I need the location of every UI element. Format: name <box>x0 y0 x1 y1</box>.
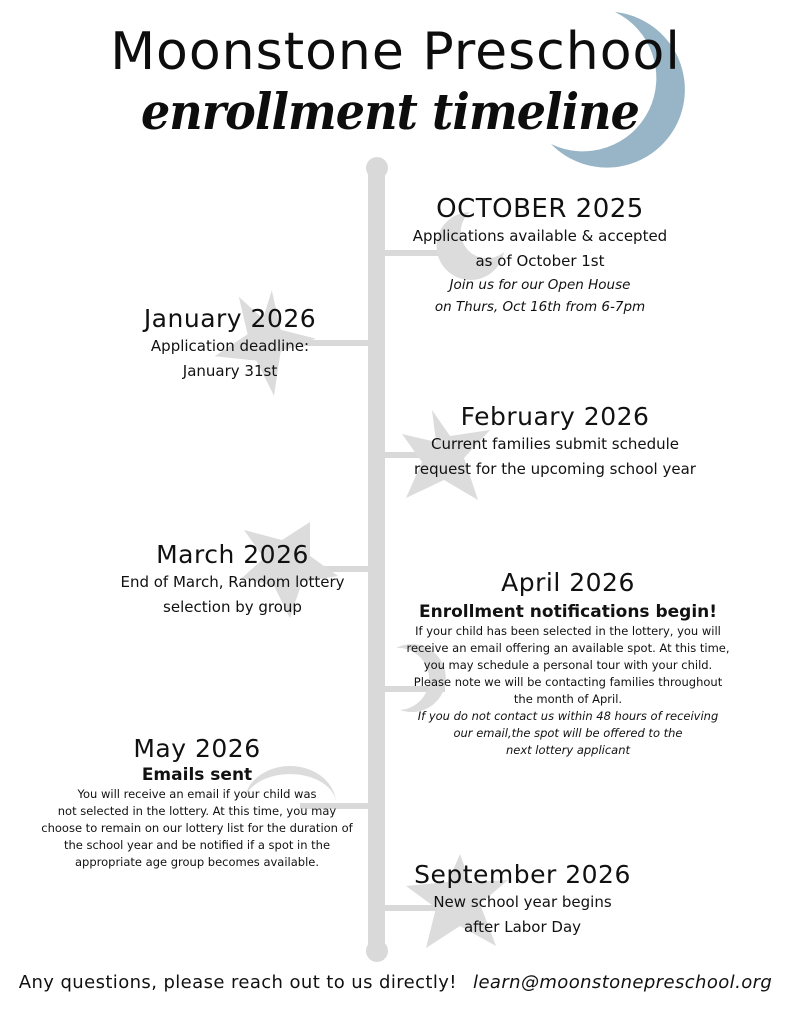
contact-email-link[interactable]: learn@moonstonepreschool.org <box>473 972 773 993</box>
event-march <box>100 540 365 620</box>
event-text: End of March, Random lottery <box>120 573 345 591</box>
event-title: April 2026 <box>501 568 635 597</box>
event-body-line: appropriate age group becomes available. <box>74 855 320 869</box>
event-september <box>395 860 650 940</box>
event-text: Applications available & accepted <box>412 227 668 245</box>
page-title: Moonstone Preschool <box>110 22 681 82</box>
event-april <box>388 568 748 759</box>
event-text: Application deadline: <box>150 337 310 355</box>
event-text: request for the upcoming school year <box>414 460 696 478</box>
event-body-line: not selected in the lottery. At this time, you may <box>57 804 337 818</box>
event-subtitle: Emails sent <box>141 765 253 785</box>
timeline-bottom-dot <box>366 940 388 962</box>
event-body-line: the month of April. <box>513 692 623 706</box>
event-title: January 2026 <box>143 304 317 333</box>
event-january <box>110 304 350 384</box>
event-title: March 2026 <box>156 540 309 569</box>
event-note: on Thurs, Oct 16th from 6-7pm <box>434 299 646 315</box>
event-body-line: You will receive an email if your child was <box>77 787 317 801</box>
event-italic-line: If you do not contact us within 48 hours of receiving <box>417 709 719 723</box>
event-text: as of October 1st <box>475 252 605 270</box>
event-title: September 2026 <box>414 860 631 889</box>
event-italic-line: our email,the spot will be offered to the <box>453 726 683 740</box>
event-february <box>400 402 710 482</box>
event-note: Join us for our Open House <box>449 277 631 293</box>
event-body-line: If your child has been selected in the lottery, you will <box>415 624 721 638</box>
event-subtitle: Enrollment notifications begin! <box>418 602 718 622</box>
event-body-line: Please note we will be contacting families throughout <box>413 675 723 689</box>
event-text: New school year begins <box>433 893 612 911</box>
event-body-line: choose to remain on our lottery list for the duration of <box>41 821 353 835</box>
footer-text: Any questions, please reach out to us directly! <box>18 972 457 993</box>
event-may <box>22 734 372 871</box>
event-title: OCTOBER 2025 <box>436 194 644 224</box>
event-title: February 2026 <box>460 402 650 431</box>
event-october <box>395 194 685 318</box>
event-text: selection by group <box>163 598 302 616</box>
timeline-top-dot <box>366 157 388 179</box>
event-title: May 2026 <box>133 734 261 763</box>
page-subtitle: enrollment timeline <box>140 82 640 141</box>
footer <box>0 972 791 993</box>
event-body-line: receive an email offering an available spot. At this time, <box>406 641 730 655</box>
event-body-line: the school year and be notified if a spot in the <box>63 838 331 852</box>
event-text: January 31st <box>182 362 278 380</box>
event-text: after Labor Day <box>463 918 582 936</box>
event-italic-line: next lottery applicant <box>505 743 631 757</box>
event-body-line: you may schedule a personal tour with your child. <box>423 658 713 672</box>
event-text: Current families submit schedule <box>431 435 679 453</box>
